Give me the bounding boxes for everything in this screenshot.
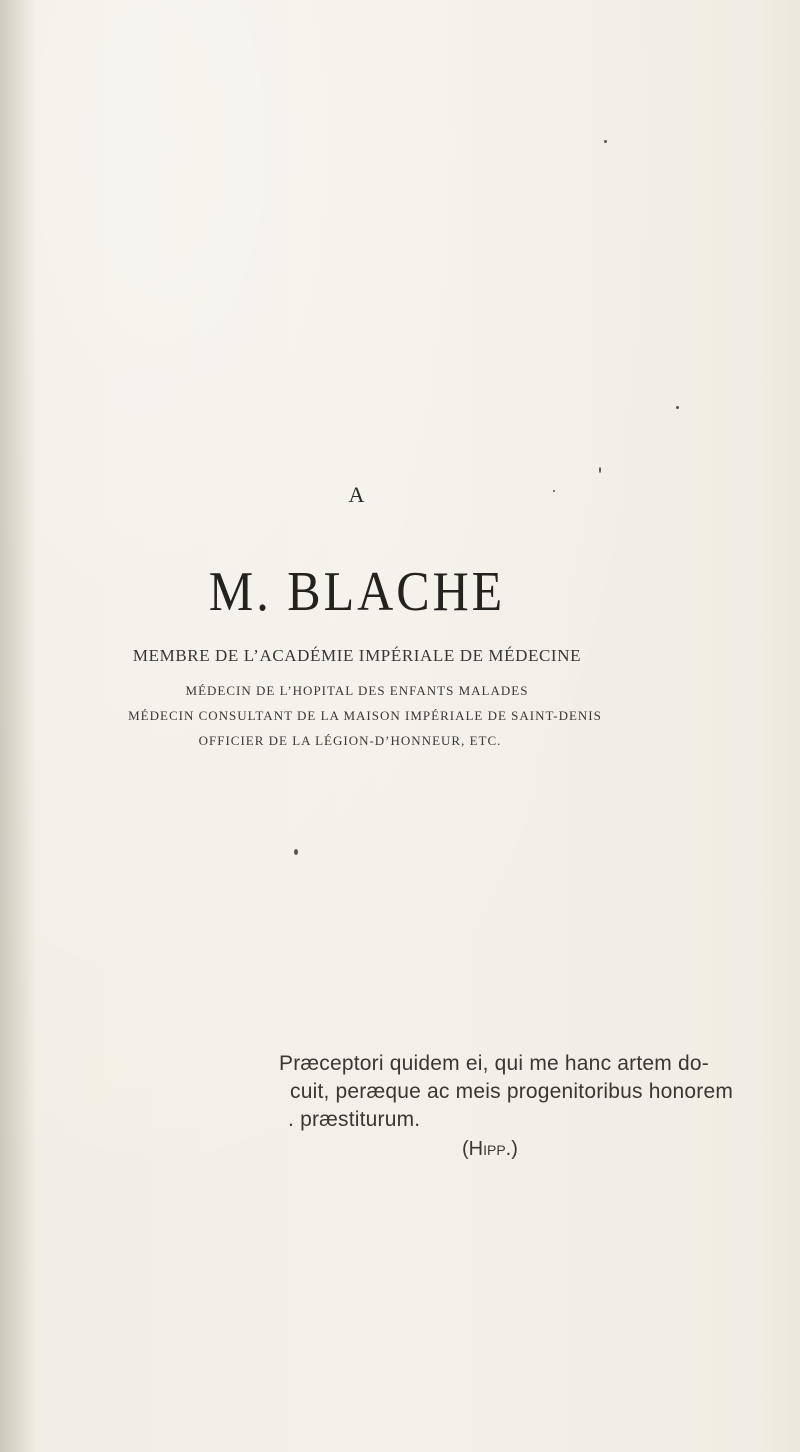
epigraph-line-1: Præceptori quidem ei, qui me hanc artem do- [279, 1052, 709, 1075]
dedicatee-title-1: MEMBRE DE L’ACADÉMIE IMPÉRIALE DE MÉDECINE [132, 646, 582, 665]
ink-speck [599, 467, 601, 473]
dedicatee-title-3: MÉDECIN CONSULTANT DE LA MAISON IMPÉRIALE DE SAINT-DENIS [128, 708, 602, 723]
ink-speck [604, 140, 607, 143]
ink-speck [676, 406, 679, 409]
dedicatee-title-2: MÉDECIN DE L’HOPITAL DES ENFANTS MALADES [185, 683, 529, 698]
epigraph-line-3: . præstiturum. [288, 1108, 421, 1131]
ink-speck [294, 849, 298, 855]
dedicatee-title-4: OFFICIER DE LA LÉGION-D’HONNEUR, ETC. [198, 733, 502, 748]
dedicatee-name: M. BLACHE [208, 559, 506, 623]
page-gutter-shadow [0, 0, 36, 1452]
epigraph-attribution: (Hipp.) [462, 1138, 518, 1160]
dedication-prefix: A [348, 482, 366, 507]
epigraph-line-2: cuit, peræque ac meis progenitoribus honorem [290, 1080, 734, 1103]
